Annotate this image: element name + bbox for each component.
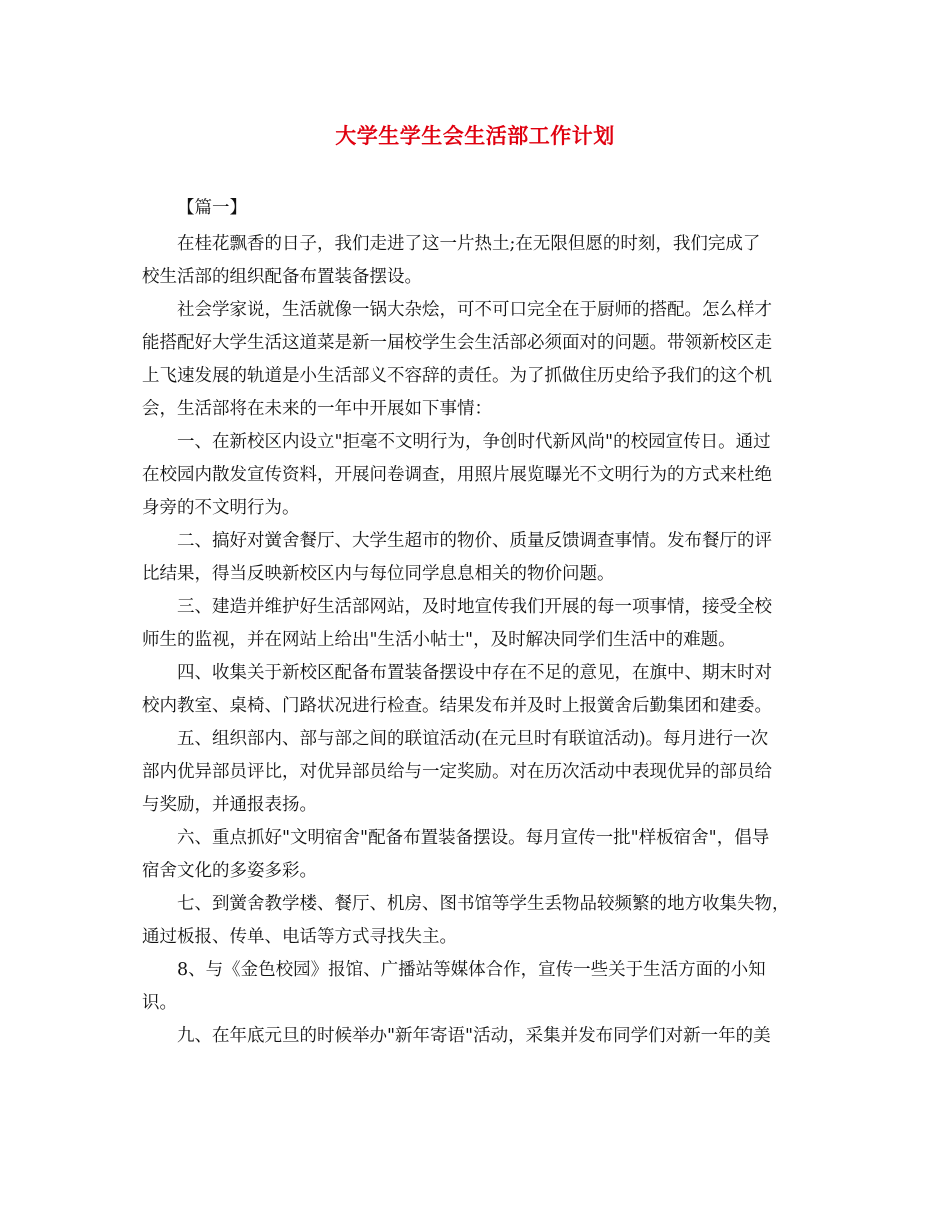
body-paragraph [142, 294, 822, 426]
paragraph-line: 8、与《金色校园》报馆、广播站等媒体合作，宣传一些关于生活方面的小知 [177, 960, 766, 980]
body-paragraph [142, 426, 822, 525]
paragraph-line: 九、在年底元旦的时候举办"新年寄语"活动，采集并发布同学们对新一年的美 [177, 1026, 771, 1046]
paragraph-line: 与奖励，并通报表扬。 [142, 795, 317, 815]
body-paragraph [142, 657, 822, 723]
paragraph-line: 在校园内散发宣传资料，开展问卷调查，用照片展览曝光不文明行为的方式来杜绝 [142, 465, 772, 485]
paragraph-line: 社会学家说，生活就像一锅大杂烩，可不可口完全在于厨师的搭配。怎么样才 [177, 300, 772, 320]
document-title: 大学生学生会生活部工作计划 [335, 123, 615, 148]
paragraph-line: 识。 [142, 993, 177, 1013]
paragraph-line: 比结果，得当反映新校区内与每位同学息息相关的物价问题。 [142, 564, 615, 584]
paragraph-line: 七、到黉舍教学楼、餐厅、机房、图书馆等学生丢物品较频繁的地方收集失物， [177, 894, 790, 914]
document-body [142, 193, 822, 1053]
body-paragraph [142, 954, 822, 1020]
paragraph-line: 能搭配好大学生活这道菜是新一届校学生会生活部必须面对的问题。带领新校区走 [142, 333, 772, 353]
paragraph-line: 在桂花飘香的日子，我们走进了这一片热土;在无限但愿的时刻，我们完成了 [177, 234, 761, 254]
paragraph-line: 一、在新校区内设立"拒毫不文明行为，争创时代新风尚"的校园宣传日。通过 [177, 432, 771, 452]
body-paragraph [142, 1020, 822, 1053]
paragraph-line: 身旁的不文明行为。 [142, 498, 300, 518]
paragraph-line: 校内教室、桌椅、门路状况进行检查。结果发布并及时上报黉舍后勤集团和建委。 [142, 696, 772, 716]
body-paragraph [142, 822, 822, 888]
paragraph-line: 师生的监视，并在网站上给出"生活小帖士"，及时解决同学们生活中的难题。 [142, 630, 736, 650]
paragraph-line: 上飞速发展的轨道是小生活部义不容辞的责任。为了抓做住历史给予我们的这个机 [142, 366, 772, 386]
paragraph-line: 四、收集关于新校区配备布置装备摆设中存在不足的意见，在旗中、期末时对 [177, 663, 772, 683]
body-paragraph [142, 228, 822, 294]
paragraph-line: 校生活部的组织配备布置装备摆设。 [142, 267, 422, 287]
paragraph-line: 宿舍文化的多姿多彩。 [142, 861, 317, 881]
section-label: 【篇一】 [177, 198, 247, 218]
paragraph-line: 二、搞好对黉舍餐厅、大学生超市的物价、质量反馈调查事情。发布餐厅的评 [177, 531, 772, 551]
paragraph-list [142, 228, 822, 1053]
paragraph-line: 三、建造并维护好生活部网站，及时地宣传我们开展的每一项事情，接受全校 [177, 597, 772, 617]
paragraph-line: 五、组织部内、部与部之间的联谊活动(在元旦时有联谊活动)。每月进行一次 [177, 729, 769, 749]
body-paragraph [142, 591, 822, 657]
paragraph-line: 部内优异部员评比，对优异部员给与一定奖励。对在历次活动中表现优异的部员给 [142, 762, 772, 782]
body-paragraph [142, 888, 822, 954]
body-paragraph [142, 723, 822, 822]
paragraph-line: 六、重点抓好"文明宿舍"配备布置装备摆设。每月宣传一批"样板宿舍"，倡导 [177, 828, 770, 848]
paragraph-line: 会，生活部将在未来的一年中开展如下事情： [142, 399, 492, 419]
body-paragraph [142, 525, 822, 591]
paragraph-line: 通过板报、传单、电话等方式寻找失主。 [142, 927, 457, 947]
